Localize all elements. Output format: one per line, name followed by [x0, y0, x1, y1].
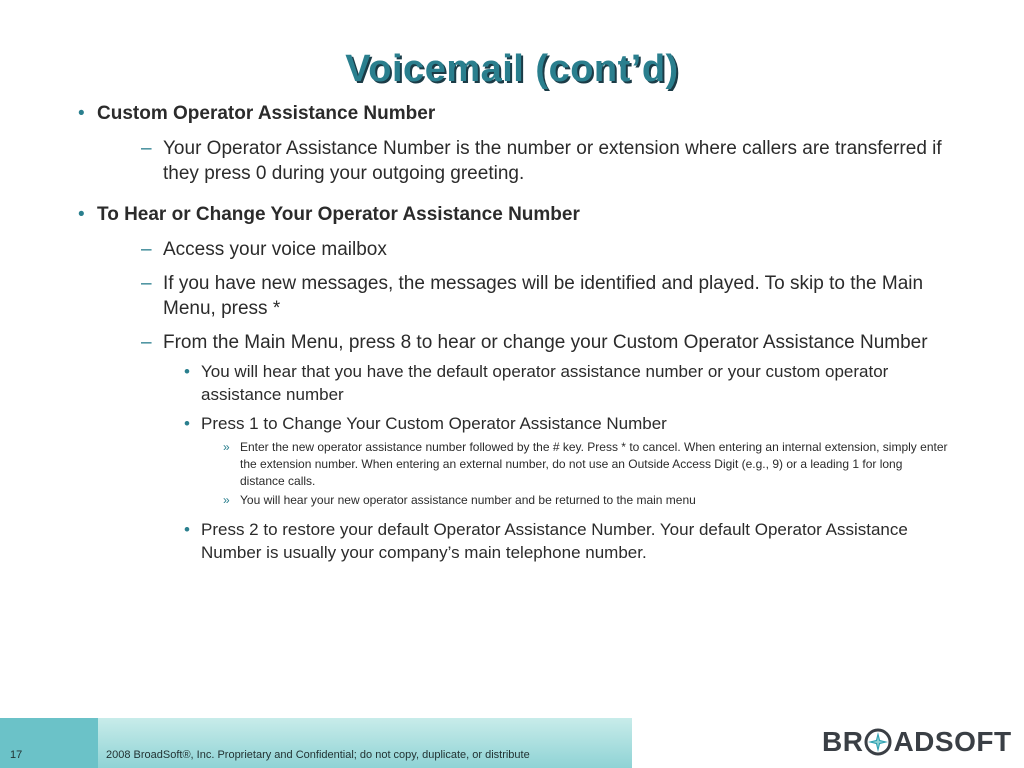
- third-bullet-press-1: [78, 412, 948, 435]
- fourth-bullet-returned: [78, 492, 948, 509]
- dash-marker: –: [141, 239, 152, 260]
- sub-bullet-text: From the Main Menu, press 8 to hear or change your Custom Operator Assistance Number: [163, 332, 928, 353]
- slide-title: Voicemail (cont’d): [345, 48, 679, 90]
- sub-bullet-main-menu: [78, 330, 948, 355]
- sub-bullet-access: [78, 237, 948, 262]
- third-bullet-text: Press 1 to Change Your Custom Operator Assistance Number: [201, 414, 667, 433]
- bullet-marker: •: [78, 103, 85, 124]
- chevron-marker: »: [223, 440, 230, 454]
- fourth-bullet-text: You will hear your new operator assistance number and be returned to the main menu: [240, 493, 696, 507]
- bullet-marker: •: [184, 520, 190, 539]
- sub-bullet-description: [78, 136, 948, 186]
- bullet-marker: •: [184, 414, 190, 433]
- third-bullet-default: [78, 360, 948, 406]
- sub-bullet-text: Access your voice mailbox: [163, 239, 387, 260]
- sub-bullet-text: If you have new messages, the messages will be identified and played. To skip to the Main Menu, press *: [163, 273, 924, 319]
- dash-marker: –: [141, 138, 152, 159]
- page-number: 17: [10, 749, 23, 761]
- copyright-notice: 2008 BroadSoft®, Inc. Proprietary and Confidential; do not copy, duplicate, or distribute: [106, 749, 530, 761]
- third-bullet-press-2: [78, 518, 948, 564]
- chevron-marker: »: [223, 493, 230, 507]
- bullet-hear-change: [78, 203, 948, 227]
- bullet-marker: •: [78, 204, 85, 225]
- bullet-custom-operator: [78, 102, 948, 126]
- starburst-icon: [864, 728, 892, 756]
- sub-bullet-text: Your Operator Assistance Number is the number or extension where callers are transferred if they press 0 during your outgoing greeting.: [163, 138, 942, 184]
- broadsoft-logo: [822, 726, 1012, 758]
- bullet-text: Custom Operator Assistance Number: [97, 103, 436, 124]
- fourth-bullet-enter-number: [78, 439, 948, 490]
- third-bullet-text: You will hear that you have the default operator assistance number or your custom operator assistance number: [201, 362, 889, 404]
- bullet-text: To Hear or Change Your Operator Assistance Number: [97, 204, 580, 225]
- slide-content: [78, 102, 948, 564]
- logo-text-left: BR: [822, 726, 864, 757]
- sub-bullet-new-messages: [78, 271, 948, 321]
- dash-marker: –: [141, 273, 152, 294]
- logo-text-right: ADSOFT: [893, 726, 1012, 757]
- dash-marker: –: [141, 332, 152, 353]
- fourth-bullet-text: Enter the new operator assistance number followed by the # key. Press * to cancel. When entering an internal extension, simply enter the extension number. When entering an external number, do not use an Outside Access Digit (e.g., 9) or a leading 1 for long distance calls.: [240, 440, 948, 488]
- bullet-marker: •: [184, 362, 190, 381]
- third-bullet-text: Press 2 to restore your default Operator Assistance Number. Your default Operator Assistance Number is usually your company’s main telephone number.: [201, 520, 908, 562]
